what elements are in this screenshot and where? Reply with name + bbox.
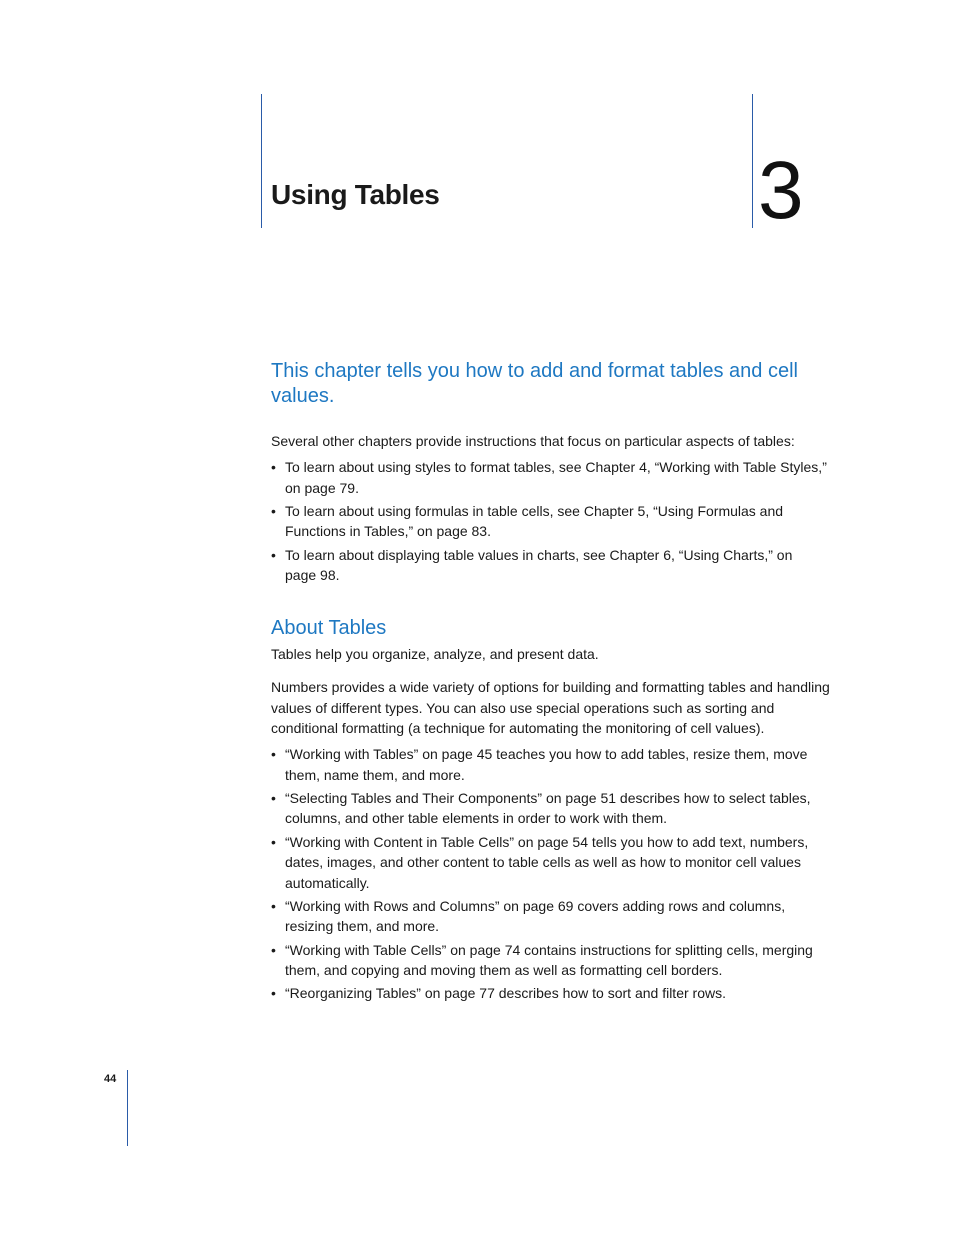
list-item-text: To learn about using styles to format tables, see Chapter 4, “Working with Table Styles,” on page 79.: [285, 459, 827, 496]
list-item: • “Reorganizing Tables” on page 77 describes how to sort and filter rows.: [271, 985, 726, 1002]
page-number: 44: [104, 1073, 117, 1085]
list-item: • “Working with Table Cells” on page 74 contains instructions for splitting cells, merging them, and copying and moving them as well as formatting cell borders.: [271, 941, 813, 979]
chapter-number: 3: [758, 145, 804, 236]
chapter-intro: This chapter tells you how to add and format tables and cell values.: [271, 360, 798, 407]
list-item-text: To learn about using formulas in table cells, see Chapter 5, “Using Formulas and Functions in Tables,” on page 83.: [285, 502, 784, 540]
section-topics-list: [271, 744, 827, 1007]
footer-rule: [127, 1070, 128, 1146]
list-item-text: “Working with Rows and Columns” on page 69 covers adding rows and columns, resizing them, and more.: [285, 897, 786, 935]
chapter-rule-left: [261, 94, 262, 228]
list-item-text: “Working with Tables” on page 45 teaches you how to add tables, resize them, move them, name them, and more.: [285, 746, 808, 783]
list-item: • “Working with Content in Table Cells” on page 54 tells you how to add text, numbers, dates, images, and other content to table cells as well as how to monitor cell values automatically.: [271, 833, 809, 891]
section-paragraph: Numbers provides a wide variety of options for building and formatting tables and handling values of different types. You can also use special operations such as sorting and conditional formatting (a technique for automating the monitoring of cell values).: [271, 679, 830, 736]
list-item: • “Working with Rows and Columns” on page 69 covers adding rows and columns, resizing them, and more.: [271, 897, 786, 935]
chapter-rule-right: [752, 94, 753, 228]
list-item: • “Selecting Tables and Their Components” on page 51 describes how to select tables, columns, and other table elements in order to work with them.: [271, 789, 811, 827]
list-item: • To learn about using styles to format tables, see Chapter 4, “Working with Table Styles,” on page 79.: [271, 459, 827, 496]
list-item-text: “Selecting Tables and Their Components” on page 51 describes how to select tables, columns, and other table elements in order to work with them.: [285, 789, 811, 827]
lead-paragraph: Several other chapters provide instructions that focus on particular aspects of tables:: [271, 433, 795, 449]
list-item: • “Working with Tables” on page 45 teaches you how to add tables, resize them, move them, name them, and more.: [271, 746, 808, 783]
section-heading: About Tables: [271, 617, 387, 639]
list-item-text: “Working with Content in Table Cells” on page 54 tells you how to add text, numbers, dates, images, and other content to table cells as well as how to monitor cell values automatically.: [285, 833, 809, 891]
list-item-text: To learn about displaying table values in charts, see Chapter 6, “Using Charts,” on page 98.: [285, 546, 793, 584]
list-item-text: “Reorganizing Tables” on page 77 describes how to sort and filter rows.: [285, 985, 726, 1002]
chapter-title: Using Tables: [271, 178, 440, 210]
list-item-text: “Working with Table Cells” on page 74 contains instructions for splitting cells, merging them, and copying and moving them as well as formatting cell borders.: [285, 941, 813, 979]
list-item: • To learn about displaying table values in charts, see Chapter 6, “Using Charts,” on page 98.: [271, 546, 793, 584]
chapter-references-list: [271, 457, 827, 588]
list-item: • To learn about using formulas in table cells, see Chapter 5, “Using Formulas and Functions in Tables,” on page 83.: [271, 502, 784, 540]
section-lead: Tables help you organize, analyze, and present data.: [271, 646, 599, 662]
